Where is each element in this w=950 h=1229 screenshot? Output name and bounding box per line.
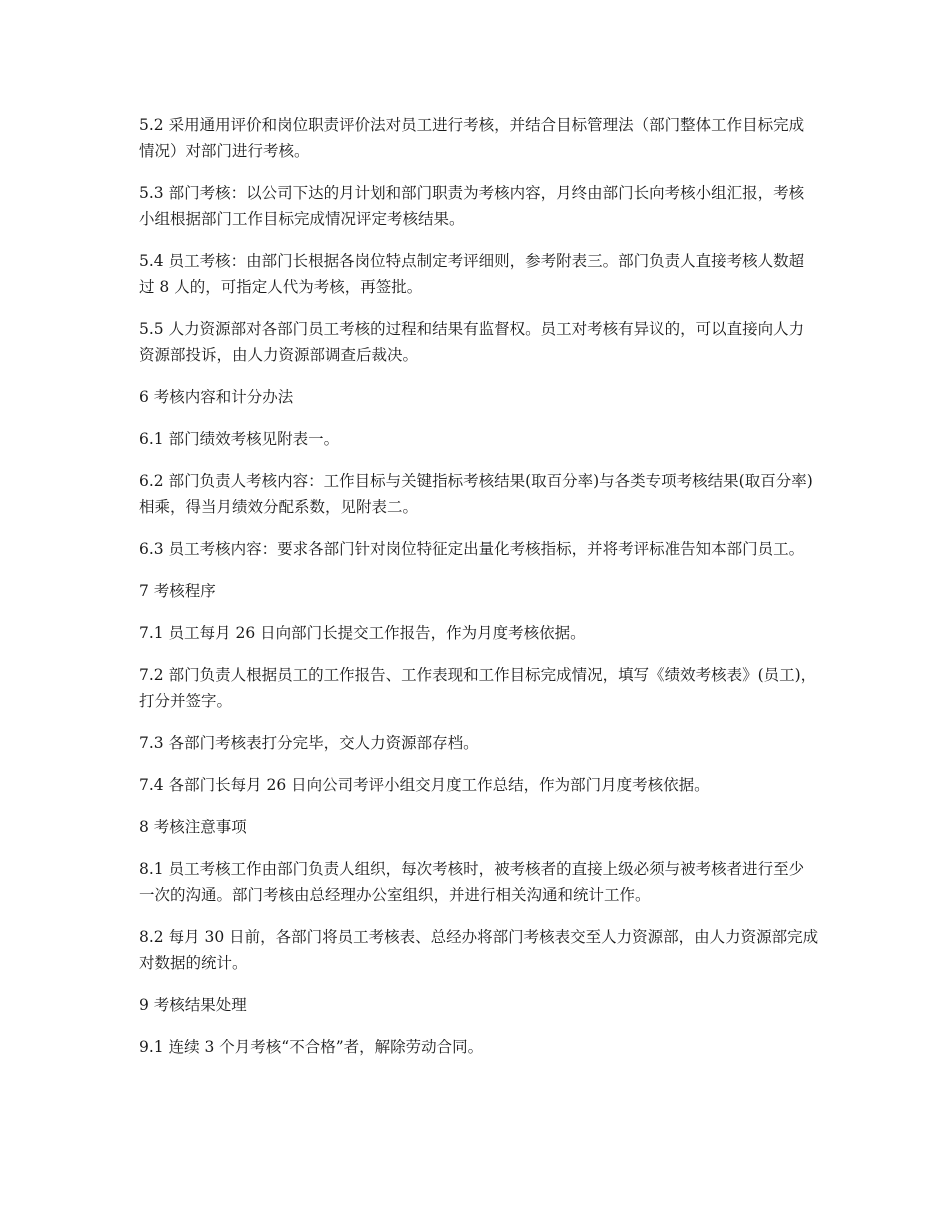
paragraph-7-2: 7.2 部门负责人根据员工的工作报告、工作表现和工作目标完成情况，填写《绩效考核表》(员工)，打分并签字。 [139,666,817,710]
paragraph-6-1: 6.1 部门绩效考核见附表一。 [139,430,340,448]
paragraph-7-1: 7.1 员工每月 26 日向部门长提交工作报告，作为月度考核依据。 [139,624,586,642]
paragraph-5-4: 5.4 员工考核：由部门长根据各岗位特点制定考评细则，参考附表三。部门负责人直接考核人数超过 8 人的，可指定人代为考核，再签批。 [139,252,805,296]
paragraph-8-2: 8.2 每月 30 日前，各部门将员工考核表、总经办将部门考核表交至人力资源部，由人力资源部完成对数据的统计。 [139,928,819,972]
paragraph-7-4: 7.4 各部门长每月 26 日向公司考评小组交月度工作总结，作为部门月度考核依据。 [139,776,710,794]
section-heading-6: 6 考核内容和计分办法 [139,388,294,406]
document-page [139,112,819,1076]
paragraph-5-2: 5.2 采用通用评价和岗位职责评价法对员工进行考核，并结合目标管理法（部门整体工作目标完成情况）对部门进行考核。 [139,116,805,160]
paragraph-5-3: 5.3 部门考核：以公司下达的月计划和部门职责为考核内容，月终由部门长向考核小组汇报，考核小组根据部门工作目标完成情况评定考核结果。 [139,184,805,228]
paragraph-8-1: 8.1 员工考核工作由部门负责人组织，每次考核时，被考核者的直接上级必须与被考核者进行至少一次的沟通。部门考核由总经理办公室组织，并进行相关沟通和统计工作。 [139,860,805,904]
paragraph-6-2: 6.2 部门负责人考核内容：工作目标与关键指标考核结果(取百分率)与各类专项考核结果(取百分率)相乘，得当月绩效分配系数，见附表二。 [139,472,813,516]
paragraph-5-5: 5.5 人力资源部对各部门员工考核的过程和结果有监督权。员工对考核有异议的，可以直接向人力资源部投诉，由人力资源部调查后裁决。 [139,320,805,364]
section-heading-7: 7 考核程序 [139,582,216,600]
paragraph-6-3: 6.3 员工考核内容：要求各部门针对岗位特征定出量化考核指标，并将考评标准告知本部门员工。 [139,540,805,558]
paragraph-9-1: 9.1 连续 3 个月考核“不合格”者，解除劳动合同。 [139,1038,484,1056]
section-heading-9: 9 考核结果处理 [139,996,247,1014]
section-heading-8: 8 考核注意事项 [139,818,247,836]
paragraph-7-3: 7.3 各部门考核表打分完毕，交人力资源部存档。 [139,734,479,752]
